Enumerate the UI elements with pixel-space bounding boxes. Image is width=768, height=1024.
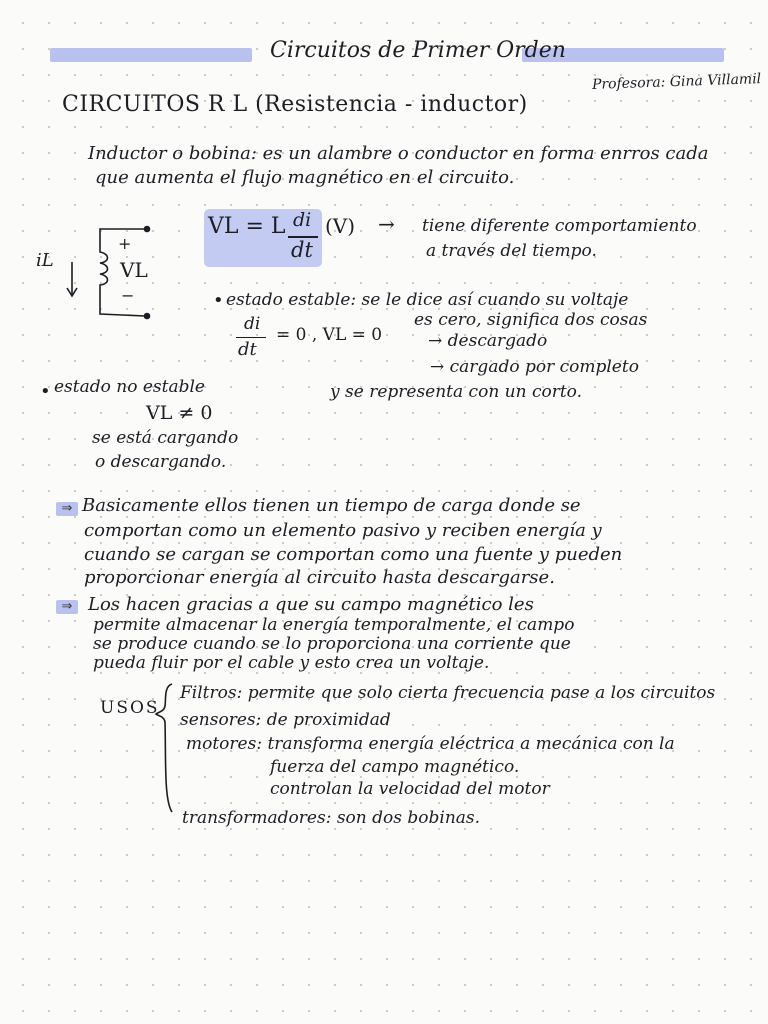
steady-state-line2: es cero, significa dos cosas	[414, 310, 648, 330]
plus-sign: +	[118, 234, 132, 253]
paragraph1-line4: proporcionar energía al circuito hasta descargarse.	[84, 567, 555, 588]
steady-state-line1: estado estable: se le dice así cuando su voltaje	[226, 290, 629, 310]
usos-item-sensores: sensores: de proximidad	[180, 710, 391, 730]
usos-item-transformadores: transformadores: son dos bobinas.	[182, 808, 481, 828]
formula-arrow: →	[378, 212, 395, 236]
paragraph1-line2: comportan como un elemento pasivo y reciben energía y	[84, 520, 602, 541]
teacher-name: Profesora: Gina Villamil	[591, 71, 762, 93]
formula-numerator: di	[293, 209, 312, 231]
current-label: iL	[36, 250, 54, 271]
steady-state-option-charged: → cargado por completo	[430, 357, 639, 377]
paragraph2-line3: se produce cuando se lo proporciona una corriente que	[93, 634, 571, 654]
usos-item-motores-speed: controlan la velocidad del motor	[270, 779, 550, 799]
page-title: Circuitos de Primer Orden	[270, 38, 566, 63]
unstable-line2: o descargando.	[95, 452, 227, 472]
formula-description-line1: tiene diferente comportamiento	[422, 216, 697, 236]
formula-denominator: dt	[291, 238, 313, 262]
steady-bullet: •	[213, 290, 224, 311]
minus-sign: −	[121, 286, 135, 305]
steady-condition: = 0 , VL = 0	[276, 325, 383, 345]
steady-represent: y se representa con un corto.	[330, 382, 583, 402]
paragraph2-line1: Los hacen gracias a que su campo magnético les	[88, 594, 534, 615]
unstable-line1: se está cargando	[92, 428, 239, 448]
inductor-definition-line2: que aumenta el flujo magnético en el circuito.	[95, 167, 515, 188]
header-highlight-left	[50, 48, 252, 62]
paragraph1-line3: cuando se cargan se comportan como una fuente y pueden	[84, 544, 623, 565]
steady-fraction-numerator: di	[244, 314, 261, 334]
paragraph1-marker-icon: ⇒	[56, 502, 78, 516]
paragraph1-line1: Basicamente ellos tienen un tiempo de carga donde se	[82, 495, 581, 516]
steady-state-option-discharged: → descargado	[428, 331, 548, 351]
steady-fraction-denominator: dt	[238, 339, 257, 360]
usos-label: USOS	[100, 698, 160, 718]
section-heading: CIRCUITOS R L (Resistencia - inductor)	[62, 92, 528, 117]
inductor-definition-line1: Inductor o bobina: es un alambre o conductor en forma enrros cada	[88, 143, 709, 164]
usos-item-motores: motores: transforma energía eléctrica a mecánica con la	[186, 734, 675, 754]
unstable-state-title: estado no estable	[54, 377, 205, 397]
usos-item-filtros: Filtros: permite que solo cierta frecuencia pase a los circuitos	[180, 683, 716, 703]
usos-item-motores-cont: fuerza del campo magnético.	[270, 757, 520, 777]
unstable-bullet: •	[40, 381, 51, 402]
formula-unit: (V)	[325, 214, 356, 238]
paragraph2-line4: pueda fluir por el cable y esto crea un voltaje.	[93, 653, 490, 673]
paragraph2-marker-icon: ⇒	[56, 600, 78, 614]
voltage-label: VL	[120, 258, 148, 282]
formula-lhs: VL = L	[208, 214, 286, 239]
formula-description-line2: a través del tiempo.	[426, 241, 597, 261]
unstable-condition: VL ≠ 0	[146, 402, 213, 424]
paragraph2-line2: permite almacenar la energía temporalmente, el campo	[93, 615, 575, 635]
